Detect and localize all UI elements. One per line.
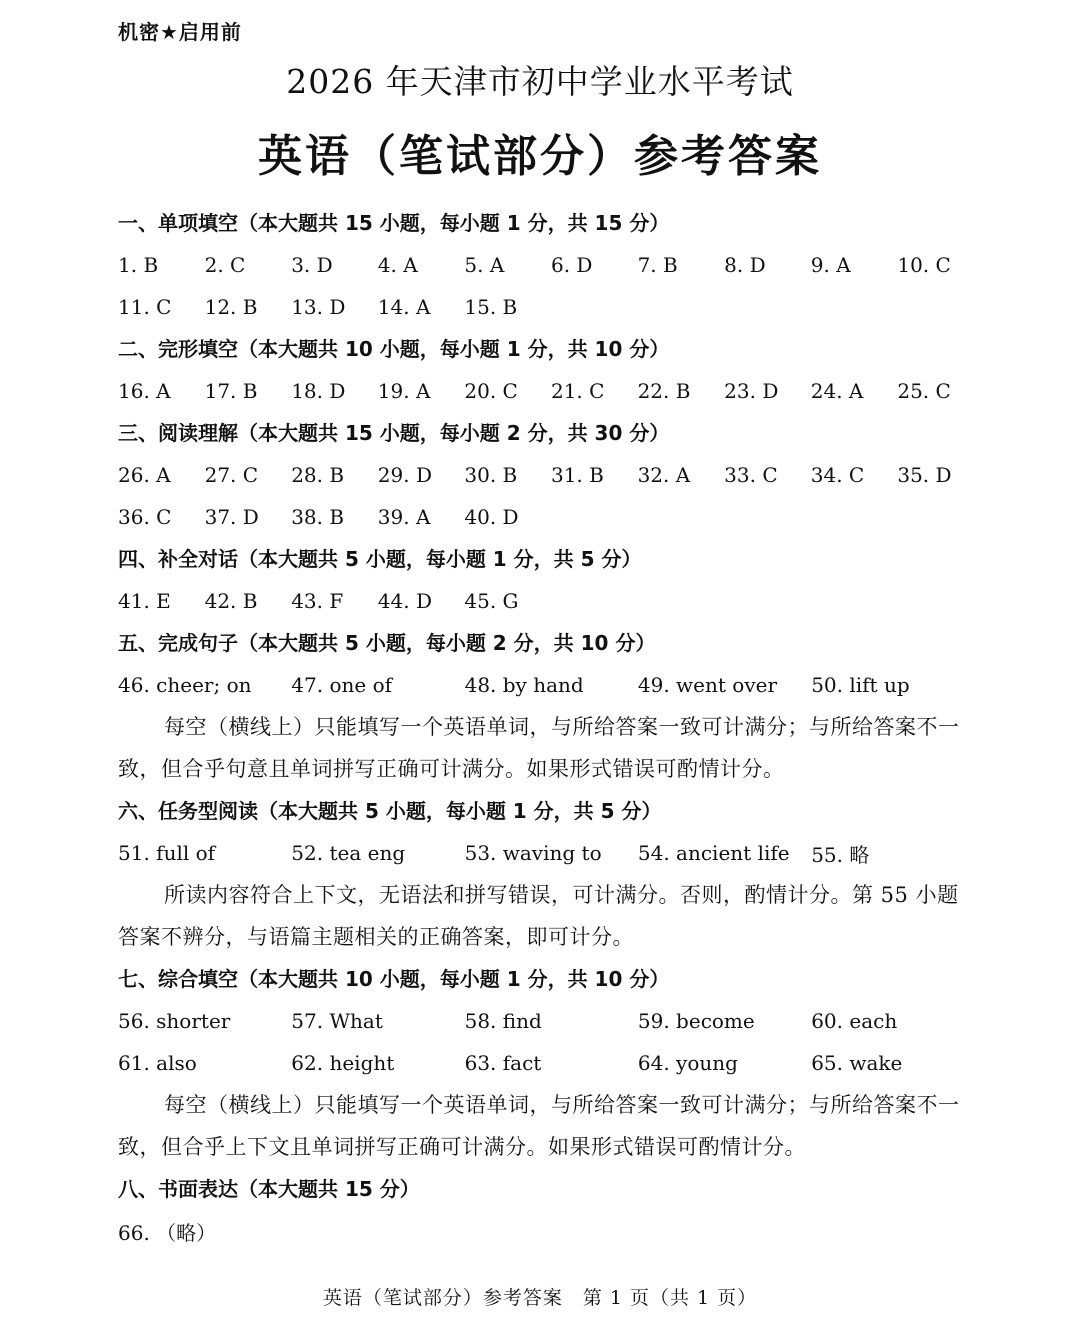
fill-answer-row: [118, 1042, 968, 1084]
answer-row: [118, 370, 968, 412]
answer-item: 39. A: [377, 505, 431, 529]
answer-item: 6. D: [550, 253, 593, 277]
fill-answer-item: 63. fact: [464, 1051, 542, 1075]
answer-item: 35. D: [897, 463, 952, 487]
fill-answer-item: 62. height: [291, 1051, 395, 1075]
section-heading: 八、书面表达（本大题共 15 分）: [118, 1177, 420, 1201]
answer-item: 8. D: [724, 253, 766, 277]
answer-item: 1. B: [118, 253, 159, 277]
answer-item: 7. B: [637, 253, 678, 277]
answer-item: 43. F: [291, 589, 344, 613]
answer-item: 16. A: [118, 379, 171, 403]
section-heading: 七、综合填空（本大题共 10 小题，每小题 1 分，共 10 分）: [118, 967, 670, 991]
section-heading: 三、阅读理解（本大题共 15 小题，每小题 2 分，共 30 分）: [118, 421, 670, 445]
scoring-note: 所读内容符合上下文，无语法和拼写错误，可计满分。否则，酌情计分。第 55 小题答案不辨分，与语篇主题相关的正确答案，即可计分。: [118, 883, 959, 949]
answer-item: 38. B: [291, 505, 345, 529]
answer-item: 2. C: [204, 253, 246, 277]
answer-row: [118, 286, 968, 328]
answer-item: 23. D: [724, 379, 779, 403]
scoring-note: 每空（横线上）只能填写一个英语单词，与所给答案一致可计满分；与所给答案不一致，但合乎句意且单词拼写正确可计满分。如果形式错误可酌情计分。: [118, 715, 960, 781]
answer-item: 12. B: [204, 295, 258, 319]
fill-answer-item: 56. shorter: [118, 1009, 231, 1033]
confidential-label: 机密★启用前: [118, 20, 242, 44]
fill-answer-item: 50. lift up: [811, 673, 910, 697]
answer-item: 15. B: [464, 295, 518, 319]
fill-answer-item: 57. What: [291, 1009, 383, 1033]
answer-item: 42. B: [204, 589, 258, 613]
section-heading: 四、补全对话（本大题共 5 小题，每小题 1 分，共 5 分）: [118, 547, 642, 571]
answer-row: [118, 454, 968, 496]
fill-answer-item: 52. tea eng: [291, 841, 406, 865]
answer-item: 27. C: [204, 463, 259, 487]
fill-answer-item: 59. become: [637, 1009, 755, 1033]
essay-answer: 66. （略）: [118, 1220, 217, 1245]
answer-item: 41. E: [118, 589, 171, 613]
answer-item: 3. D: [291, 253, 333, 277]
answer-item: 9. A: [810, 253, 851, 277]
answer-item: 33. C: [724, 463, 778, 487]
answer-item: 24. A: [810, 379, 864, 403]
fill-answer-item: 51. full of: [118, 841, 216, 865]
answer-item: 25. C: [897, 379, 951, 403]
section-heading: 一、单项填空（本大题共 15 小题，每小题 1 分，共 15 分）: [118, 211, 670, 235]
answer-item: 44. D: [377, 589, 432, 613]
document-title: 英语（笔试部分）参考答案: [258, 131, 822, 182]
exam-title: 2026 年天津市初中学业水平考试: [286, 62, 794, 101]
answer-item: 22. B: [637, 379, 691, 403]
fill-answer-row: [118, 1000, 968, 1042]
answer-item: 14. A: [377, 295, 431, 319]
section-heading: 五、完成句子（本大题共 5 小题，每小题 2 分，共 10 分）: [118, 631, 656, 655]
fill-answer-item: 49. went over: [637, 673, 778, 697]
answer-item: 5. A: [464, 253, 505, 277]
answer-item: 40. D: [464, 505, 519, 529]
answer-item: 36. C: [118, 505, 172, 529]
answer-item: 26. A: [118, 463, 171, 487]
answer-item: 19. A: [377, 379, 431, 403]
answer-item: 28. B: [291, 463, 345, 487]
answer-item: 45. G: [464, 589, 519, 613]
fill-answer-item: 60. each: [811, 1009, 898, 1033]
fill-answer-item: 46. cheer; on: [118, 673, 252, 697]
scoring-note: 每空（横线上）只能填写一个英语单词，与所给答案一致可计满分；与所给答案不一致，但合乎上下文且单词拼写正确可计满分。如果形式错误可酌情计分。: [118, 1093, 960, 1159]
answer-row: [118, 580, 968, 622]
fill-answer-item: 61. also: [118, 1051, 197, 1075]
answer-item: 29. D: [377, 463, 432, 487]
fill-answer-item: 58. find: [464, 1009, 542, 1033]
answer-item: 37. D: [204, 505, 259, 529]
answer-item: 30. B: [464, 463, 518, 487]
fill-answer-item: 48. by hand: [464, 673, 584, 697]
answer-item: 31. B: [550, 463, 604, 487]
fill-answer-item: 54. ancient life: [637, 841, 790, 865]
fill-answer-item: 55. 略: [811, 842, 870, 867]
fill-answer-row: [118, 832, 968, 874]
answer-item: 13. D: [291, 295, 346, 319]
answer-item: 21. C: [550, 379, 605, 403]
answer-row: [118, 496, 968, 538]
page-footer: 英语（笔试部分）参考答案 第 1 页（共 1 页）: [322, 1287, 758, 1309]
fill-answer-item: 47. one of: [291, 673, 393, 697]
fill-answer-row: [118, 664, 968, 706]
answer-item: 32. A: [637, 463, 691, 487]
fill-answer-item: 53. waving to: [464, 841, 602, 865]
answer-item: 18. D: [291, 379, 346, 403]
fill-answer-item: 65. wake: [811, 1051, 903, 1075]
answer-content: [118, 202, 968, 1252]
answer-item: 4. A: [377, 253, 418, 277]
section-heading: 六、任务型阅读（本大题共 5 小题，每小题 1 分，共 5 分）: [118, 799, 662, 823]
answer-row: [118, 244, 968, 286]
fill-answer-item: 64. young: [637, 1051, 738, 1075]
answer-item: 10. C: [897, 253, 951, 277]
answer-item: 34. C: [810, 463, 865, 487]
section-heading: 二、完形填空（本大题共 10 小题，每小题 1 分，共 10 分）: [118, 337, 670, 361]
answer-item: 17. B: [204, 379, 258, 403]
answer-item: 11. C: [118, 295, 172, 319]
answer-item: 20. C: [464, 379, 518, 403]
